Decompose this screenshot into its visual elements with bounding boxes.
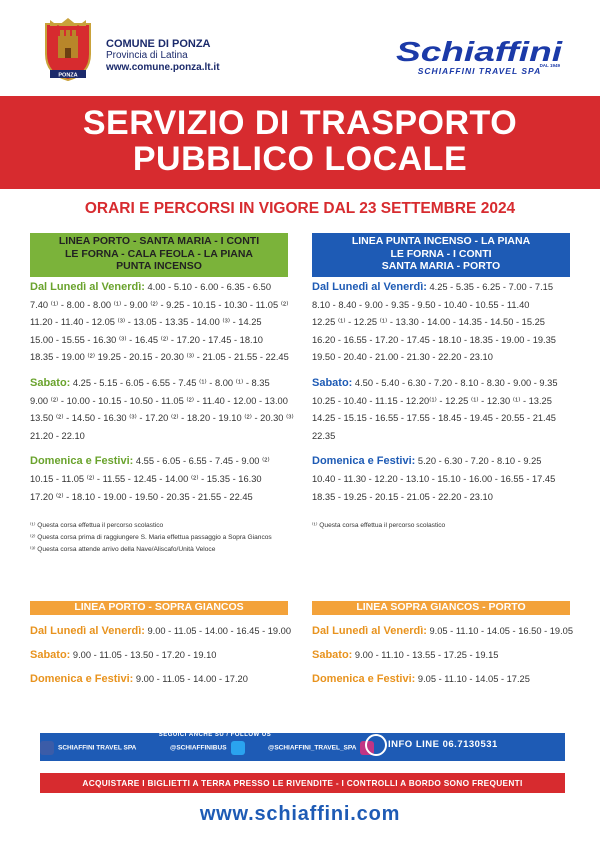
- orange1-schedule: [30, 619, 300, 691]
- blue-sunday-label: Domenica e Festivi:: [312, 455, 416, 468]
- green-saturday-label: Sabato:: [30, 376, 71, 389]
- note-1: ⁽¹⁾ Questa corsa effettua il percorso scolastico: [30, 522, 164, 529]
- facebook-icon: [40, 741, 54, 755]
- note-1: ⁽¹⁾ Questa corsa effettua il percorso scolastico: [312, 522, 446, 529]
- green-saturday-line: 21.20 - 22.10: [30, 430, 85, 441]
- orange1-sunday-times: 9.00 - 11.05 - 14.00 - 17.20: [133, 674, 248, 684]
- green-weekday-line: 7.40 ⁽¹⁾ - 8.00 - 8.00 ⁽¹⁾ - 9.00 ⁽²⁾ - 9.25 - 10.15 - 10.30 - 11.05 ⁽²⁾: [30, 299, 289, 310]
- green-notes: [30, 521, 280, 557]
- orange1-saturday-label: Sabato:: [30, 649, 71, 661]
- banner-line-1: SERVIZIO DI TRASPORTO: [82, 104, 518, 142]
- green-saturday-line: 13.50 ⁽²⁾ - 14.50 - 16.30 ⁽³⁾ - 17.20 ⁽²⁾ - 18.20 - 19.10 ⁽²⁾ - 20.30 ⁽³⁾: [30, 413, 294, 424]
- green-weekday-line: 18.35 - 19.00 ⁽²⁾ 19.25 - 20.15 - 20.30 ⁽³⁾ - 21.05 - 21.55 - 22.45: [30, 352, 289, 363]
- comune-block: [106, 38, 220, 74]
- orange-line-2-title: LINEA SOPRA GIANCOS - PORTO: [312, 601, 570, 615]
- orange2-schedule: [312, 619, 582, 691]
- follow-title: SEGUICI ANCHE SU / FOLLOW US: [158, 732, 272, 738]
- facebook-link[interactable]: [40, 741, 136, 755]
- blue-weekday-line: 16.20 - 16.55 - 17.20 - 17.45 - 18.10 - 18.35 - 19.00 - 19.35: [312, 334, 556, 345]
- crest-label: PONZA: [58, 72, 78, 79]
- website-link[interactable]: www.schiaffini.com: [199, 803, 401, 825]
- blue-weekday-line: 12.25 ⁽¹⁾ - 12.25 ⁽¹⁾ - 13.30 - 14.00 - 14.35 - 14.50 - 15.25: [312, 317, 545, 328]
- green-weekday-line: 15.00 - 15.55 - 16.30 ⁽³⁾ - 16.45 ⁽²⁾ - 17.20 - 17.45 - 18.10: [30, 334, 263, 345]
- facebook-label: SCHIAFFINI TRAVEL SPA: [58, 744, 137, 752]
- orange2-saturday-label: Sabato:: [312, 649, 353, 661]
- orange1-weekday-times: 9.00 - 11.05 - 14.00 - 16.45 - 19.00: [144, 626, 292, 636]
- blue-title-1: LINEA PUNTA INCENSO - LA PIANA: [351, 235, 531, 247]
- blue-saturday-line: 14.25 - 15.15 - 16.55 - 17.55 - 18.45 - 19.45 - 20.55 - 21.45: [312, 413, 556, 424]
- blue-saturday-line: 4.50 - 5.40 - 6.30 - 7.20 - 8.10 - 8.30 - 9.00 - 9.35: [352, 377, 558, 388]
- logo-year: DAL 1949: [539, 63, 560, 68]
- green-weekday-line: 11.20 - 11.40 - 12.05 ⁽³⁾ - 13.05 - 13.35 - 14.00 ⁽³⁾ - 14.25: [30, 317, 262, 328]
- blue-title-2: LE FORNA - I CONTI: [390, 247, 492, 260]
- info-line[interactable]: INFO LINE 06.7130531: [388, 739, 498, 750]
- orange2-saturday-times: 9.00 - 11.10 - 13.55 - 17.25 - 19.15: [352, 650, 499, 660]
- twitter-icon: [231, 741, 245, 755]
- orange2-sunday-label: Domenica e Festivi:: [312, 673, 416, 685]
- instagram-link[interactable]: [268, 741, 374, 755]
- green-sunday-label: Domenica e Festivi:: [30, 455, 134, 468]
- blue-saturday-line: 10.25 - 10.40 - 11.15 - 12.20⁽¹⁾ - 12.25 ⁽¹⁾ - 12.30 ⁽¹⁾ - 13.25: [312, 395, 552, 406]
- banner-line-2: PUBBLICO LOCALE: [132, 140, 468, 178]
- note-2: ⁽²⁾ Questa corsa prima di raggiungere S. Maria effettua passaggio a Sopra Giancos: [30, 534, 272, 541]
- twitter-label: @SCHIAFFINIBUS: [170, 744, 227, 752]
- green-line-title: [30, 233, 288, 277]
- validity-subtitle: ORARI E PERCORSI IN VIGORE DAL 23 SETTEMBRE 2024: [84, 200, 516, 217]
- blue-line-title: [312, 233, 570, 277]
- blue-saturday-label: Sabato:: [312, 376, 353, 389]
- blue-weekday-line: 8.10 - 8.40 - 9.00 - 9.35 - 9.50 - 10.40 - 10.55 - 11.40: [312, 299, 530, 310]
- green-sunday-line: 10.15 - 11.05 ⁽²⁾ - 11.55 - 12.45 - 14.00 ⁽²⁾ - 15.35 - 16.30: [30, 473, 262, 484]
- title-banner: [0, 96, 600, 189]
- blue-sunday-line: 5.20 - 6.30 - 7.20 - 8.10 - 9.25: [415, 456, 542, 467]
- phone-icon: [365, 734, 387, 756]
- tickets-notice: ACQUISTARE I BIGLIETTI A TERRA PRESSO LE RIVENDITE - I CONTROLLI A BORDO SONO FREQUENTI: [40, 773, 565, 793]
- blue-title-3: SANTA MARIA - PORTO: [381, 260, 501, 272]
- comune-name: COMUNE DI PONZA: [106, 38, 211, 50]
- logo-text: Schiaffini: [396, 36, 564, 67]
- blue-sunday-line: 10.40 - 11.30 - 12.20 - 13.10 - 15.10 - 16.00 - 16.55 - 17.45: [312, 473, 556, 484]
- green-weekday-line: 4.00 - 5.10 - 6.00 - 6.35 - 6.50: [144, 282, 272, 292]
- blue-schedule: [312, 279, 574, 506]
- green-title-1: LINEA PORTO - SANTA MARIA - I CONTI: [58, 235, 260, 247]
- twitter-link[interactable]: [170, 741, 245, 755]
- green-title-2: LE FORNA - CALA FEOLA - LA PIANA: [64, 247, 253, 260]
- instagram-label: @SCHIAFFINI_TRAVEL_SPA: [268, 744, 357, 752]
- orange2-weekday-label: Dal Lunedì al Venerdì:: [312, 625, 427, 637]
- blue-sunday-line: 18.35 - 19.25 - 20.15 - 21.05 - 22.20 - 23.10: [312, 491, 493, 502]
- logo-subtitle: SCHIAFFINI TRAVEL SPA: [417, 66, 542, 76]
- comune-url[interactable]: www.comune.ponza.lt.it: [106, 62, 220, 73]
- orange1-weekday-label: Dal Lunedì al Venerdì:: [30, 625, 145, 637]
- green-sunday-line: 17.20 ⁽²⁾ - 18.10 - 19.00 - 19.50 - 20.35 - 21.55 - 22.45: [30, 491, 253, 502]
- orange1-sunday-label: Domenica e Festivi:: [30, 673, 134, 685]
- green-weekday-label: Dal Lunedì al Venerdì:: [30, 281, 145, 293]
- green-saturday-line: 4.25 - 5.15 - 6.05 - 6.55 - 7.45 ⁽¹⁾ - 8.00 ⁽¹⁾ - 8.35: [70, 377, 270, 388]
- orange-line-1-title: LINEA PORTO - SOPRA GIANCOS: [30, 601, 288, 615]
- blue-saturday-line: 22.35: [312, 430, 336, 441]
- blue-weekday-line: 19.50 - 20.40 - 21.00 - 21.30 - 22.20 - 23.10: [312, 352, 493, 363]
- provincia: Provincia di Latina: [106, 50, 188, 61]
- orange2-weekday-times: 9.05 - 11.10 - 14.05 - 16.50 - 19.05: [426, 626, 574, 636]
- blue-notes: [312, 521, 562, 533]
- blue-weekday-label: Dal Lunedì al Venerdì:: [312, 281, 427, 293]
- header: [0, 0, 600, 90]
- blue-weekday-line: 4.25 - 5.35 - 6.25 - 7.00 - 7.15: [426, 282, 554, 292]
- green-saturday-line: 9.00 ⁽²⁾ - 10.00 - 10.15 - 10.50 - 11.05 ⁽²⁾ - 11.40 - 12.00 - 13.00: [30, 395, 288, 406]
- green-title-3: PUNTA INCENSO: [116, 260, 202, 272]
- orange1-saturday-times: 9.00 - 11.05 - 13.50 - 17.20 - 19.10: [70, 650, 217, 660]
- green-schedule: [30, 279, 292, 506]
- note-3: ⁽³⁾ Questa corsa attende arrivo della Nave/Aliscafo/Unità Veloce: [30, 546, 216, 553]
- green-sunday-line: 4.55 - 6.05 - 6.55 - 7.45 - 9.00 ⁽²⁾: [133, 456, 270, 467]
- orange2-sunday-times: 9.05 - 11.10 - 14.05 - 17.25: [415, 674, 530, 684]
- crest-icon: [40, 18, 96, 82]
